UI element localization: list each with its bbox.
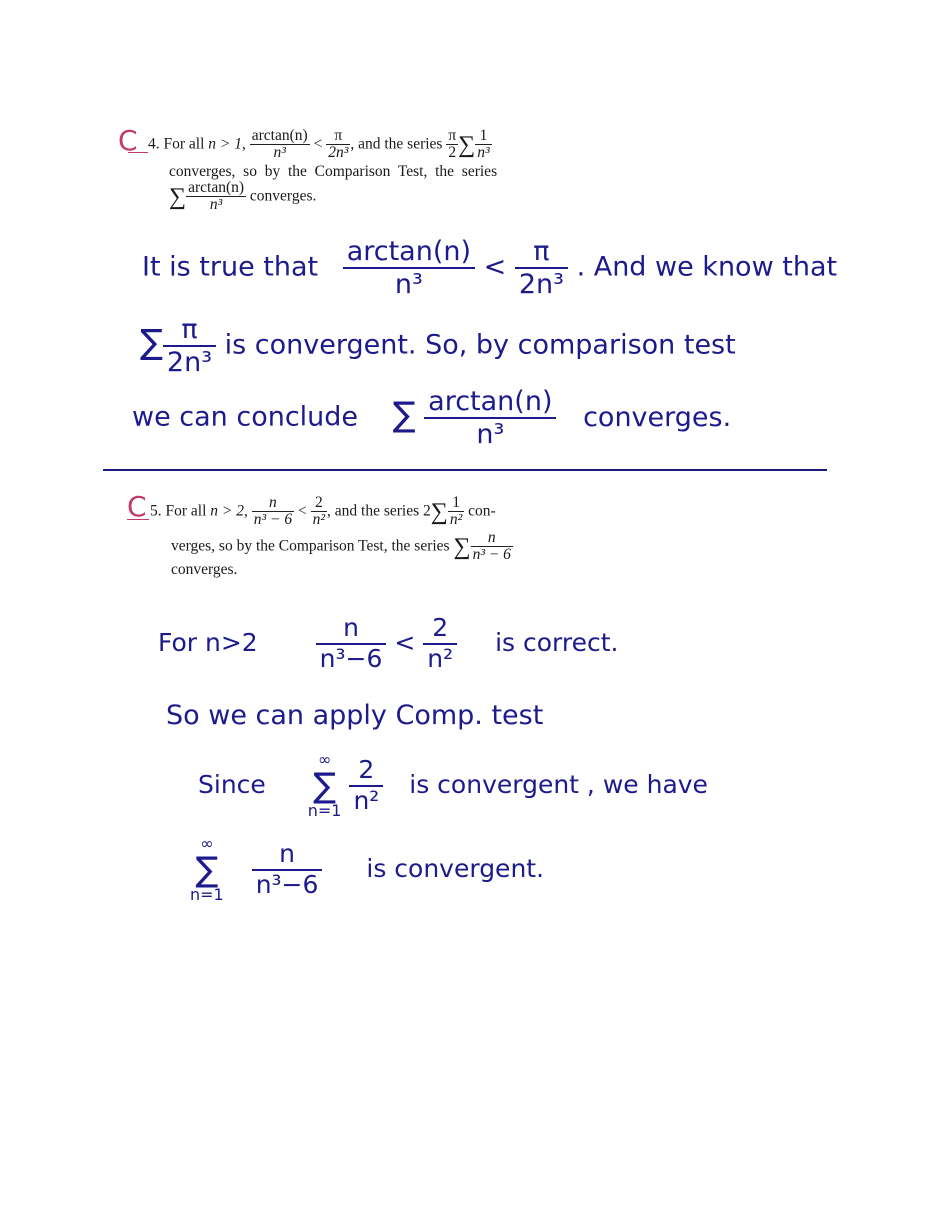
handwritten-fraction: $\frac{2}{\text{n²}}$ [423,614,457,674]
fraction: $\frac{n}{\text{n³ − 6}}$ [472,529,511,564]
problem-number-4: 4. [148,135,160,153]
fraction: $\frac{1}{\text{n²}}$ [449,494,463,529]
handwritten-fraction: $\frac{n}{\text{n³−6}}$ [316,614,387,674]
grade-mark-4: C [118,124,138,157]
fraction: $\frac{\pi}{\text{2n³}}$ [328,127,349,162]
fraction: $\frac{\pi}{2}$ [448,127,457,162]
section-divider [103,469,827,471]
problem-4-line-1: 4. For all n > 1, $\frac{\arctan(n)}{\text{n³}}$ < $\frac{\pi}{\text{2n³}}$ , and the series $\frac{\pi}{2}$ ∑ $\frac{1}{\text{n³}}$ [148,127,490,162]
handwritten-summation: ∞ ∑ n=1 [307,750,342,820]
handwritten-fraction: $\frac{\arctan(n)}{\text{n³}}$ [424,386,556,450]
handwritten-line-4-1: It is true that $\frac{\arctan(n)}{\text{n³}}$ < $\frac{\pi}{\text{2n³}}$ . And we know that [142,236,838,301]
fraction: $\frac{1}{\text{n³}}$ [477,127,490,162]
problem-number-5: 5. [150,502,162,520]
fraction: $\frac{\arctan(n)}{\text{n³}}$ [251,127,308,162]
fraction: $\frac{2}{\text{n²}}$ [312,494,326,529]
handwritten-line-5-4: ∞ ∑ n=1 $\frac{n}{\text{n³−6}}$ is convergent. [190,834,545,904]
handwritten-fraction: $\frac{\pi}{\text{2n³}}$ [163,314,216,378]
grade-underline-4 [128,152,148,153]
handwritten-fraction: $\frac{n}{\text{n³−6}}$ [252,840,323,900]
sigma-symbol: ∑ [458,131,476,158]
handwritten-line-5-3: Since ∞ ∑ n=1 $\frac{2}{\text{n²}}$ is convergent , we have [198,750,708,820]
sigma-symbol: ∑ [430,498,448,525]
handwritten-fraction: $\frac{\arctan(n)}{\text{n³}}$ [343,236,475,300]
handwritten-line-5-2: So we can apply Comp. test [166,700,544,731]
handwritten-fraction: $\frac{\pi}{\text{2n³}}$ [515,236,568,300]
sigma-symbol: ∑ [169,183,187,210]
problem-5-line-3: converges. [171,561,238,578]
problem-5-line-1: 5. For all n > 2, $\frac{n}{\text{n³ − 6}}$ < $\frac{2}{\text{n²}}$ , and the series 2∑ $\frac{1}{\text{n²}}$ con- [150,494,496,529]
handwritten-line-4-2: ∑ $\frac{\pi}{\text{2n³}}$ is convergent. So, by comparison test [140,314,736,379]
problem-5-line-2: verges, so by the Comparison Test, the series ∑ $\frac{n}{\text{n³ − 6}}$ [171,529,511,564]
grade-mark-5: C [127,490,147,523]
handwritten-summation: ∞ ∑ n=1 [190,834,224,904]
handwritten-line-4-3: we can conclude ∑ $\frac{\arctan(n)}{\text{n³}}$ converges. [132,386,732,451]
problem-4-line-3: ∑ $\frac{\arctan(n)}{\text{n³}}$ converges. [169,179,317,214]
sigma-symbol: ∑ [453,533,471,560]
fraction: $\frac{n}{\text{n³ − 6}}$ [253,494,293,529]
handwritten-line-5-1: For n>2 $\frac{n}{\text{n³−6}}$ < $\frac{2}{\text{n²}}$ is correct. [158,613,619,673]
problem-4-line-2: converges, so by the Comparison Test, the series [169,163,498,180]
handwritten-fraction: $\frac{2}{\text{n²}}$ [349,756,383,816]
grade-underline-5 [127,519,149,520]
fraction: $\frac{\arctan(n)}{\text{n³}}$ [188,179,245,214]
